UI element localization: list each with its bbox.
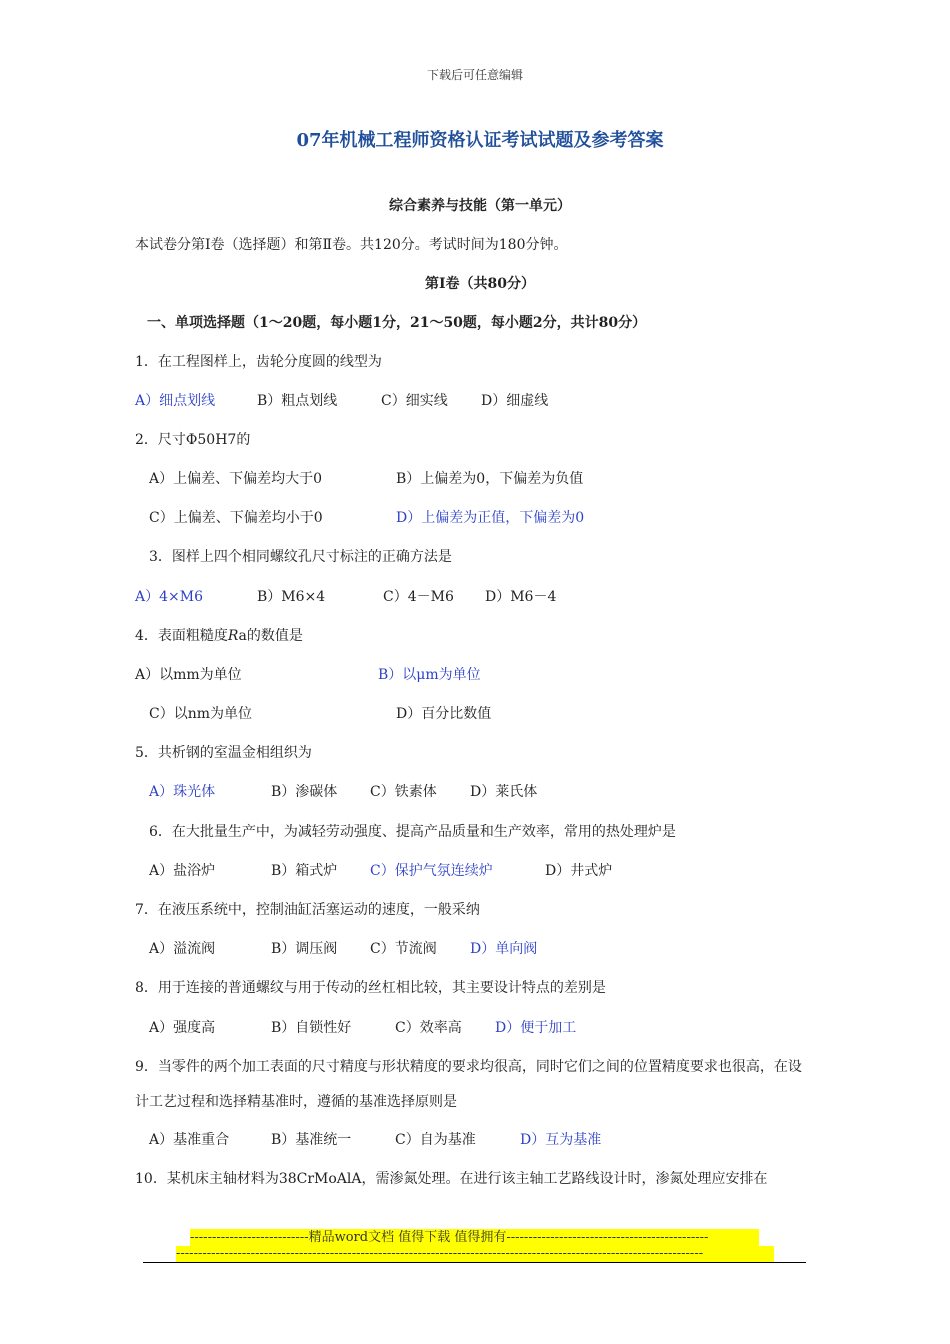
question-6-stem: 6．在大批量生产中，为减轻劳动强度、提高产品质量和生产效率，常用的热处理炉是: [149, 824, 676, 840]
q3-option-c: C）4－M6: [383, 589, 454, 605]
section-title: 综合素养与技能（第一单元）: [389, 198, 571, 214]
q4-option-b: B）以μm为单位: [378, 667, 481, 683]
q4-option-c: C）以nm为单位: [149, 706, 253, 722]
question-9-stem-line2: 计工艺过程和选择精基准时，遵循的基准选择原则是: [135, 1094, 457, 1110]
q2-option-c: C）上偏差、下偏差均小于0: [149, 510, 323, 526]
q9-option-c: C）自为基准: [395, 1132, 476, 1148]
q2-option-d: D）上偏差为正值，下偏差为0: [396, 510, 585, 526]
q2-option-b: B）上偏差为0，下偏差为负值: [396, 471, 584, 487]
q5-option-a: A）珠光体: [149, 784, 216, 800]
question-8-stem: 8．用于连接的普通螺纹与用于传动的丝杠相比较，其主要设计特点的差别是: [135, 980, 606, 996]
q3-option-d: D）M6－4: [485, 589, 557, 605]
question-3-stem: 3．图样上四个相同螺纹孔尺寸标注的正确方法是: [149, 549, 452, 565]
q4-option-a: A）以mm为单位: [135, 667, 242, 683]
question-5-stem: 5．共析钢的室温金相组织为: [135, 745, 312, 761]
q1-option-b: B）粗点划线: [257, 393, 338, 409]
q4-stem-prefix: 4．表面粗糙度: [135, 628, 228, 644]
intro-text: 本试卷分第Ⅰ卷（选择题）和第Ⅱ卷。共120分。考试时间为180分钟。: [135, 237, 568, 253]
question-2-stem: 2．尺寸Φ50H7的: [135, 432, 251, 448]
q7-option-b: B）调压阀: [271, 941, 338, 957]
q8-option-c: C）效率高: [395, 1020, 462, 1036]
q6-option-b: B）箱式炉: [271, 863, 338, 879]
q3-option-b: B）M6×4: [257, 589, 326, 605]
q8-option-b: B）自锁性好: [271, 1020, 352, 1036]
instruction-text: 一、单项选择题（1～20题，每小题1分，21～50题，每小题2分，共计80分）: [147, 315, 647, 331]
question-9-stem-line1: 9．当零件的两个加工表面的尺寸精度与形状精度的要求均很高，同时它们之间的位置精度要求也很高，在设: [135, 1059, 802, 1075]
header-note: 下载后可任意编辑: [426, 68, 523, 82]
q6-option-a: A）盐浴炉: [149, 863, 216, 879]
q5-option-b: B）渗碳体: [271, 784, 338, 800]
q7-option-d: D）单向阀: [470, 941, 538, 957]
q9-option-b: B）基准统一: [271, 1132, 352, 1148]
q5-option-d: D）莱氏体: [470, 784, 538, 800]
q4-stem-suffix: a的数值是: [238, 628, 303, 644]
q1-option-a: A）细点划线: [135, 393, 216, 409]
question-1-stem: 1．在工程图样上，齿轮分度圆的线型为: [135, 354, 382, 370]
q4-option-d: D）百分比数值: [396, 706, 492, 722]
q4-stem-italic: R: [227, 628, 239, 644]
q8-option-d: D）便于加工: [495, 1020, 577, 1036]
question-4-stem: [135, 625, 303, 645]
document-title: 07年机械工程师资格认证考试试题及参考答案: [296, 130, 664, 151]
q5-option-c: C）铁素体: [370, 784, 437, 800]
question-7-stem: 7．在液压系统中，控制油缸活塞运动的速度，一般采纳: [135, 902, 480, 918]
q7-option-c: C）节流阀: [370, 941, 437, 957]
footer-banner-line2: ------------------------------------------------------------------------------------------------------------------------: [176, 1246, 774, 1262]
q1-option-c: C）细实线: [381, 393, 448, 409]
q1-option-d: D）细虚线: [481, 393, 549, 409]
footer-banner-line1: ---------------------------精品word文档 值得下载 值得拥有----------------------------------------------: [190, 1229, 759, 1246]
part-title: 第Ⅰ卷（共80分）: [424, 276, 536, 292]
q7-option-a: A）溢流阀: [149, 941, 216, 957]
q6-option-d: D）井式炉: [545, 863, 613, 879]
question-10-stem: 10．某机床主轴材料为38CrMoAlA，需渗氮处理。在进行该主轴工艺路线设计时，渗氮处理应安排在: [135, 1171, 768, 1187]
q6-option-c: C）保护气氛连续炉: [370, 863, 493, 879]
q8-option-a: A）强度高: [149, 1020, 216, 1036]
q9-option-a: A）基准重合: [149, 1132, 230, 1148]
q2-option-a: A）上偏差、下偏差均大于0: [149, 471, 323, 487]
q9-option-d: D）互为基准: [520, 1132, 602, 1148]
footer-rule: [143, 1262, 806, 1263]
q3-option-a: A）4×M6: [135, 589, 203, 605]
